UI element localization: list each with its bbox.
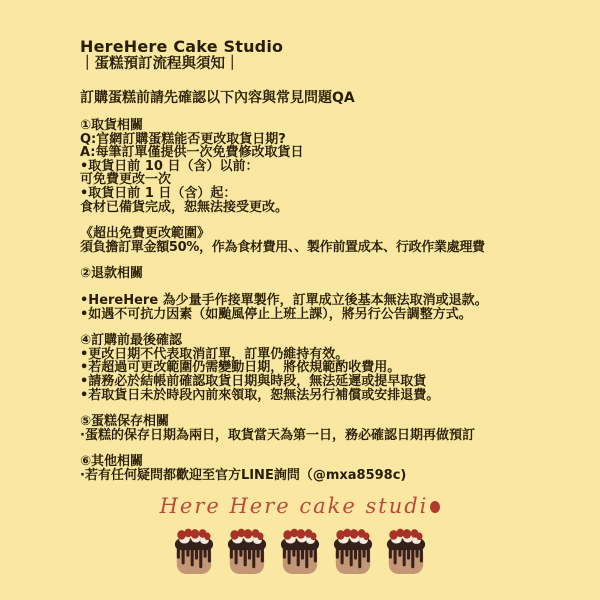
cake-icon [173, 527, 215, 579]
signature [0, 494, 600, 518]
section-line: •請務必於結帳前確認取貨日期與時段，無法延遲或提早取貨 [80, 373, 427, 389]
section-line: Q:官網訂購蛋糕能否更改取貨日期? [80, 131, 286, 147]
cake-icon [332, 527, 374, 579]
section-line: 須負擔訂單金額50%，作為食材費用、、製作前置成本、行政作業處理費 [80, 239, 485, 255]
section-line: •如遇不可抗力因素（如颱風停止上班上課），將另行公告調整方式。 [80, 306, 472, 322]
signature-text: Here Here cake studi [159, 494, 429, 518]
cake-icon [385, 527, 427, 579]
section-line: •HereHere 為少量手作接單製作，訂單成立後基本無法取消或退款。 [80, 292, 488, 308]
section-heading: ②退款相關 [80, 266, 144, 282]
section-line: 食材已備貨完成，恕無法接受更改。 [80, 199, 289, 215]
section-line: •若取貨日未於時段內前來領取，恕無法另行補償或安排退費。 [80, 387, 440, 403]
section-line: •更改日期不代表取消訂單，訂單仍維持有效。 [80, 346, 349, 362]
section-refund [80, 267, 545, 321]
section-heading: ⑥其他相關 [80, 454, 144, 470]
section-heading: ①取貨相關 [80, 118, 144, 133]
section-storage [80, 415, 545, 442]
intro-line: 訂購蛋糕前請先確認以下內容與常見問題QA [80, 90, 355, 106]
section-pickup [80, 119, 545, 214]
notice-subtitle: ｜蛋糕預訂流程與須知｜ [80, 56, 240, 72]
section-line: ·若有任何疑問都歡迎至官方LINE詢問（@mxa8598c) [80, 467, 407, 483]
section-heading: 《超出免費更改範圍》 [80, 226, 211, 242]
cake-icon-row [0, 527, 600, 579]
section-line: ·蛋糕的保存日期為兩日，取貨當天為第一日，務必確認日期再做預訂 [80, 427, 475, 443]
section-change-fee [80, 227, 545, 254]
section-other [80, 455, 545, 482]
section-line: 可免費更改一次 [80, 172, 172, 188]
section-line: •取貨日前 1 日（含）起： [80, 185, 237, 201]
section-final-confirm [80, 334, 545, 402]
section-heading: ⑤蛋糕保存相關 [80, 414, 170, 430]
cake-icon [279, 527, 321, 579]
section-heading: ④訂購前最後確認 [80, 333, 183, 349]
section-line: A:每筆訂單僅提供一次免費修改取貨日 [80, 145, 304, 161]
section-line: •取貨日前 10 日（含）以前： [80, 158, 259, 174]
section-line: •若超過可更改範圍仍需變動日期，將依規範酌收費用。 [80, 360, 401, 376]
studio-name: HereHere Cake Studio [80, 37, 284, 56]
cake-icon [226, 527, 268, 579]
notice-content [80, 38, 545, 482]
signature-dot-icon [430, 501, 440, 513]
